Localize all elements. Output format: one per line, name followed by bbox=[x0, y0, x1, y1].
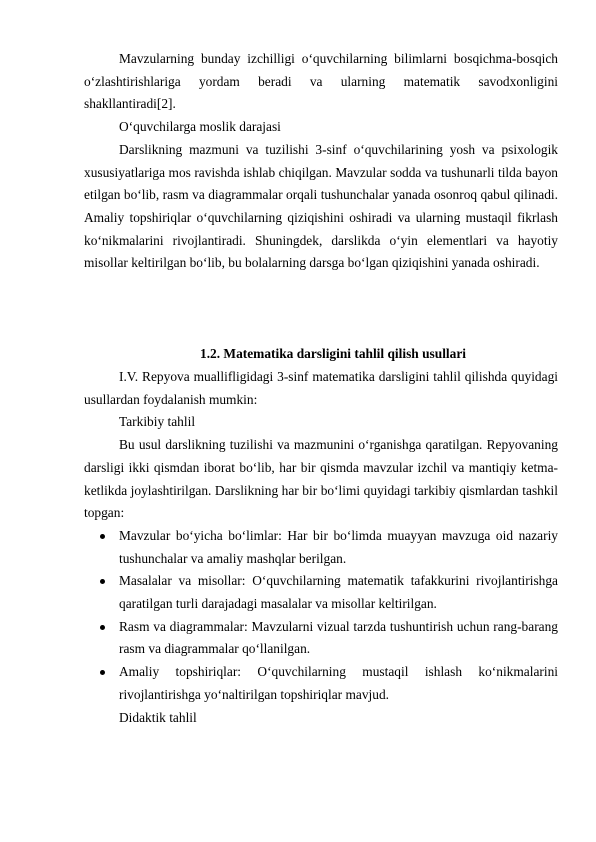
section-heading: 1.2. Matematika darsligini tahlil qilish usullari bbox=[200, 346, 466, 361]
component-list bbox=[84, 525, 558, 707]
subtitle-didactic-analysis: Didaktik tahlil bbox=[119, 709, 197, 725]
bullet-icon bbox=[100, 625, 105, 630]
list-item: Rasm va diagrammalar: Mavzularni vizual tarzda tushuntirish uchun rang-barang rasm va diagrammalar qo‘llanilgan. bbox=[84, 616, 558, 661]
list-item: Amaliy topshiriqlar: O‘quvchilarning mustaqil ishlash ko‘nikmalarini rivojlantirishga yo‘naltirilgan topshiriqlar mavjud. bbox=[84, 661, 558, 706]
subtitle-suitability: O‘quvchilarga moslik darajasi bbox=[119, 119, 281, 135]
bullet-icon bbox=[100, 579, 105, 584]
subtitle-structural-analysis: Tarkibiy tahlil bbox=[119, 414, 196, 430]
section-2 bbox=[84, 366, 558, 729]
paragraph-consistency: Mavzularning bunday izchilligi o‘quvchilarning bilimlarni bosqichma-bosqich o‘zlashtirishlariga yordam beradi va ularning matematik savodxonligini shakllantiradi[2]. bbox=[84, 51, 558, 112]
section-1 bbox=[84, 48, 558, 275]
list-item: Masalalar va misollar: O‘quvchilarning matematik tafakkurini rivojlantirishga qaratilgan turli darajadagi masalalar va misollar keltirilgan. bbox=[84, 570, 558, 615]
paragraph-suitability: Darslikning mazmuni va tuzilishi 3-sinf o‘quvchilarining yosh va psixologik xususiyatlariga mos ravishda ishlab chiqilgan. Mavzular sodda va tushunarli tilda bayon etilgan bo‘lib, rasm va diagrammalar orqali tushunchalar yanada osonroq qabul qilinadi. Amaliy topshiriqlar o‘quvchilarning qiziqishini oshiradi va ularning mustaqil fikrlash ko‘nikmalarini rivojlantiradi. Shuningdek, darslikda o‘yin elementlari va hayotiy misollar keltirilgan bo‘lib, bu bolalarning darsga bo‘lgan qiziqishini yanada oshiradi. bbox=[84, 141, 558, 271]
bullet-icon bbox=[100, 534, 105, 539]
paragraph-structural-analysis: Bu usul darslikning tuzilishi va mazmunini o‘rganishga qaratilgan. Repyovaning darsligi ikki qismdan iborat bo‘lib, har bir qismda mavzular izchil va mantiqiy ketma-ketlikda joylashtirilgan. Darslikning har bir bo‘limi quyidagi tarkibiy qismlardan tashkil topgan: bbox=[84, 437, 558, 521]
paragraph-methods-intro: I.V. Repyova muallifligidagi 3-sinf matematika darsligini tahlil qilishda quyidagi usullardan foydalanish mumkin: bbox=[84, 369, 558, 407]
bullet-icon bbox=[100, 670, 105, 675]
list-item: Mavzular bo‘yicha bo‘limlar: Har bir bo‘limda muayyan mavzuga oid nazariy tushunchalar va amaliy mashqlar berilgan. bbox=[84, 525, 558, 570]
